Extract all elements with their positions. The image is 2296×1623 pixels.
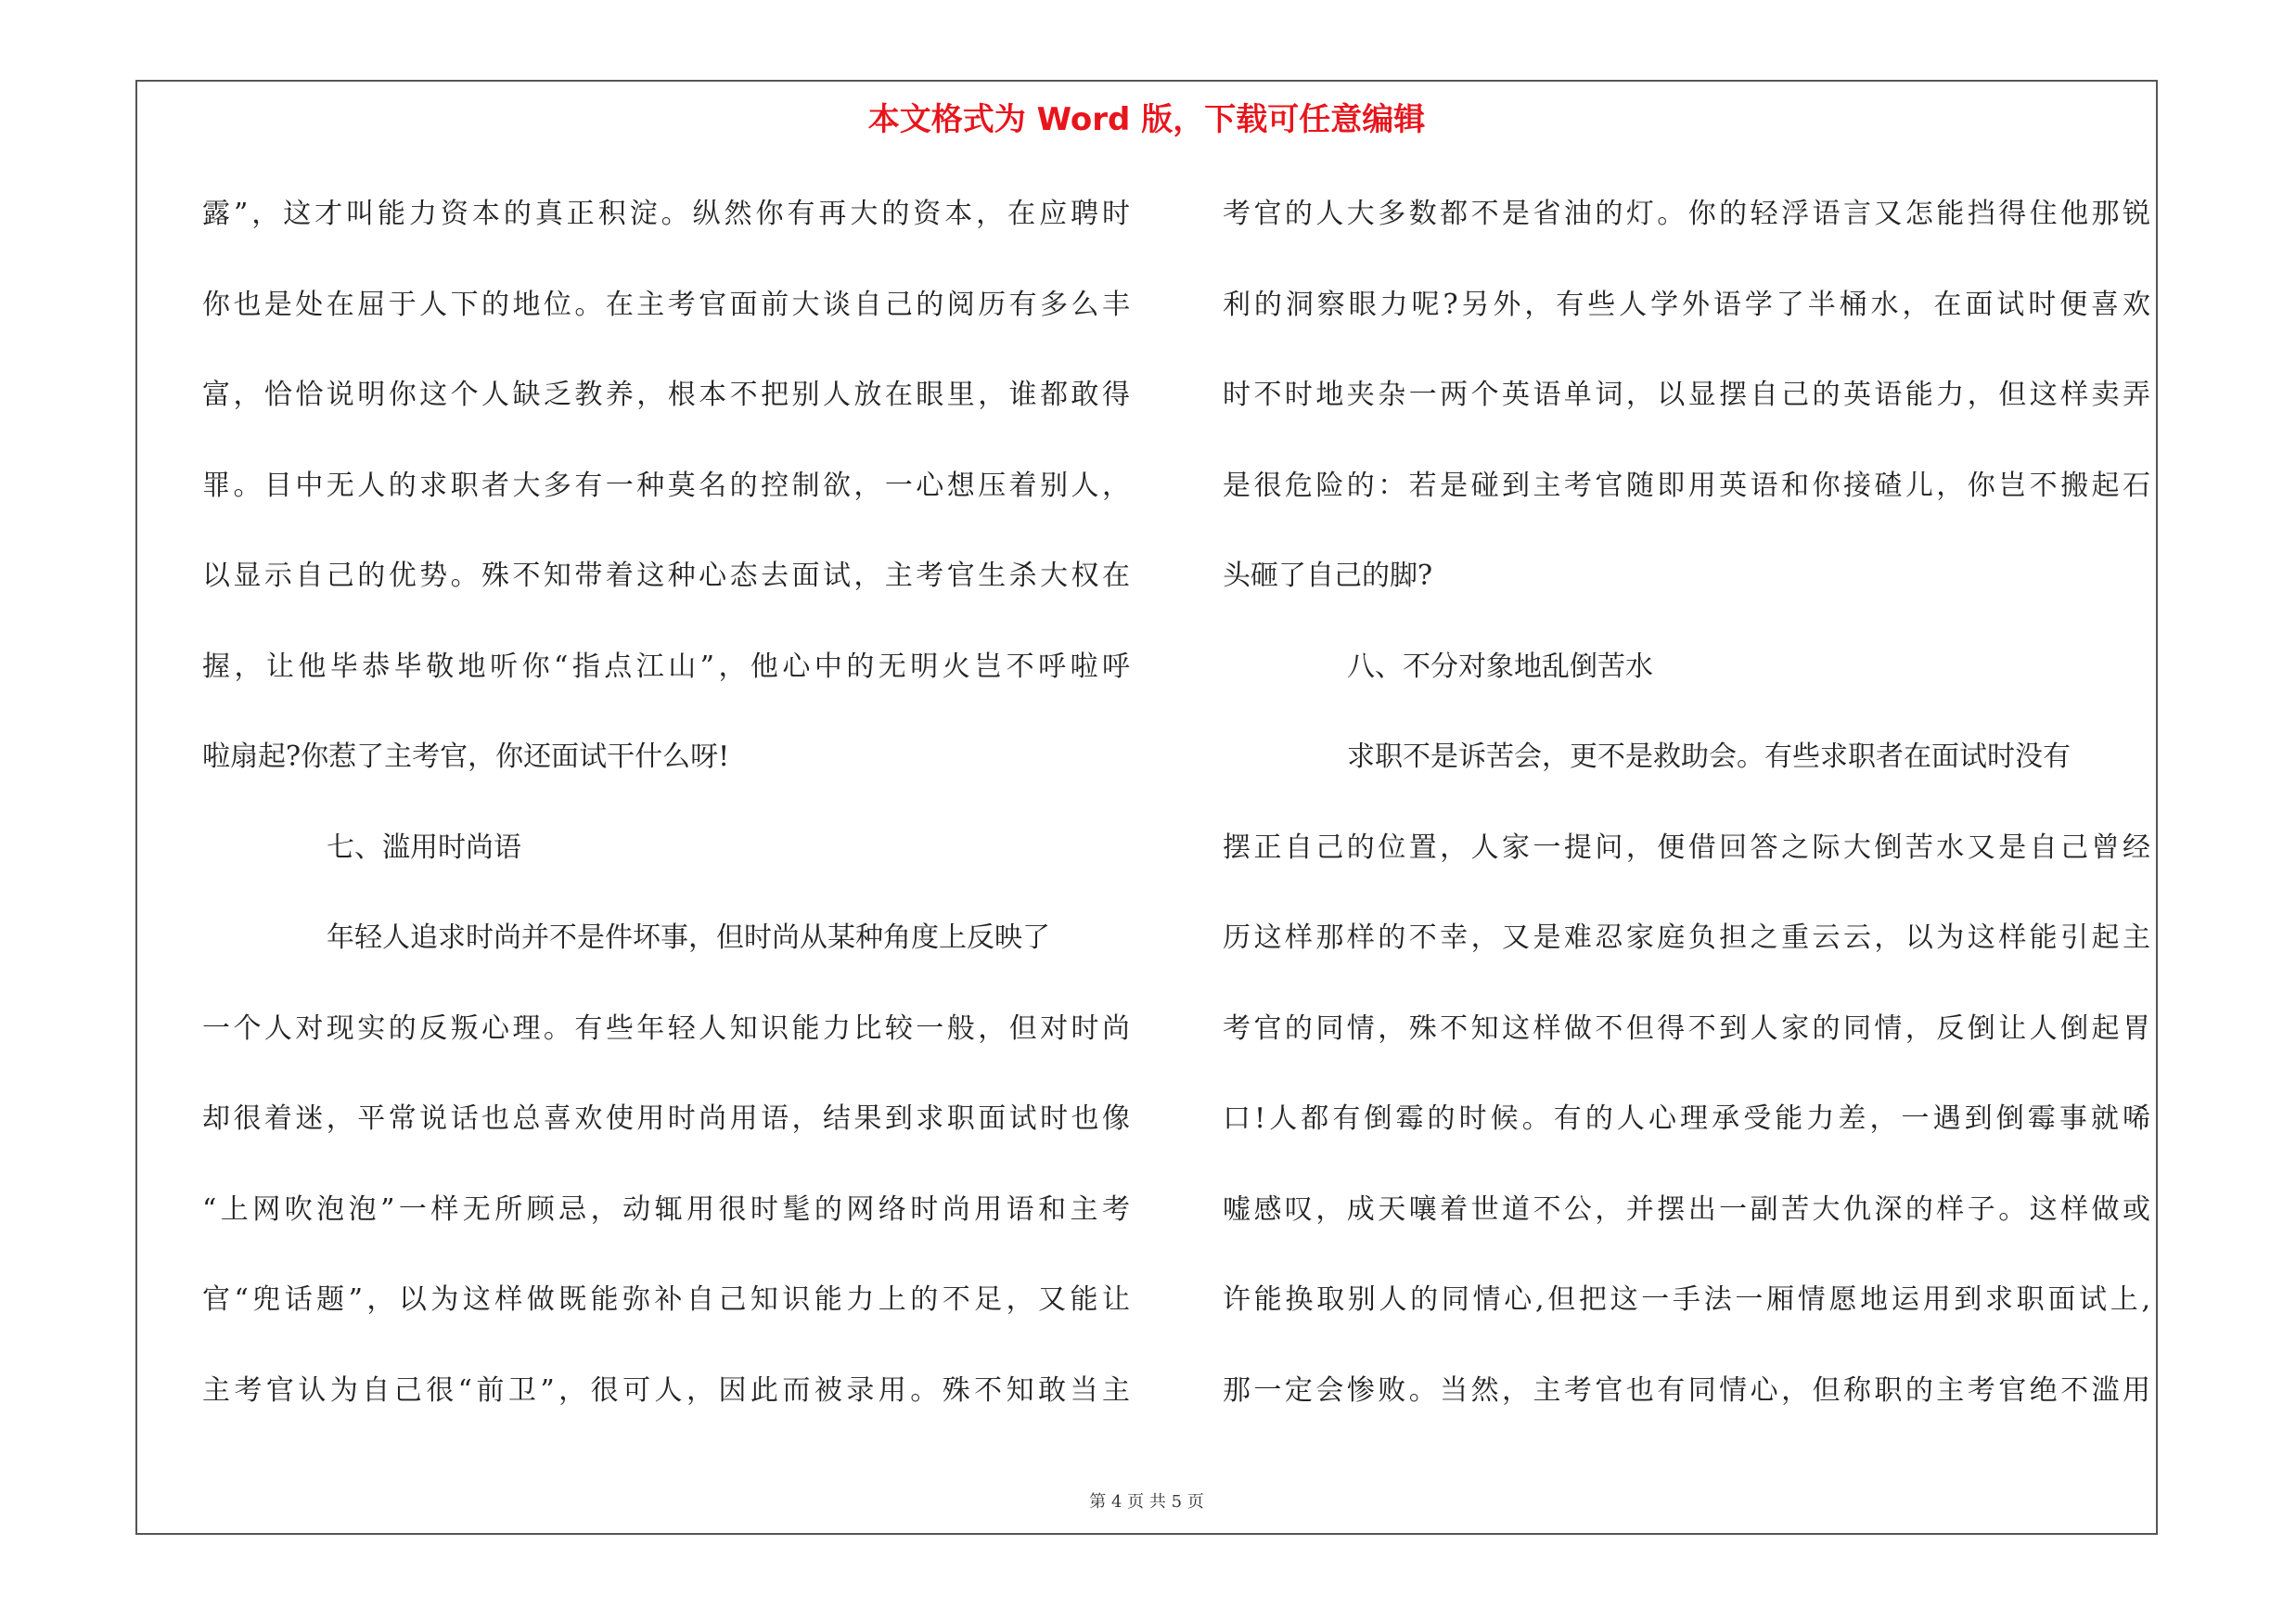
text-line: 罪。目中无人的求职者大多有一种莫名的控制欲，一心想压着别人， bbox=[202, 469, 1130, 502]
text-line: 考官的人大多数都不是省油的灯。你的轻浮语言又怎能挡得住他那锐 bbox=[1223, 198, 2150, 230]
text-line: 你也是处在屈于人下的地位。在主考官面前大谈自己的阅历有多么丰 bbox=[202, 288, 1130, 321]
text-line: 考官的同情，殊不知这样做不但得不到人家的同情，反倒让人倒起胃 bbox=[1223, 1011, 2150, 1045]
text-line: “上网吹泡泡”一样无所顾忌，动辄用很时髦的网络时尚用语和主考 bbox=[202, 1192, 1130, 1226]
paragraph-first-line: 求职不是诉苦会，更不是救助会。有些求职者在面试时没有 bbox=[1347, 741, 2071, 773]
header-banner: 本文格式为 Word 版，下载可任意编辑 bbox=[867, 101, 1426, 138]
text-line: 露”，这才叫能力资本的真正积淀。纵然你有再大的资本，在应聘时 bbox=[202, 198, 1130, 230]
text-line: 主考官认为自己很“前卫”，很可人，因此而被录用。殊不知敢当主 bbox=[202, 1373, 1130, 1407]
section-heading: 七、滥用时尚语 bbox=[327, 831, 521, 864]
text-line: 是很危险的：若是碰到主考官随即用英语和你接碴儿，你岂不搬起石 bbox=[1223, 469, 2150, 502]
section-heading: 八、不分对象地乱倒苦水 bbox=[1347, 650, 1653, 683]
text-line: 以显示自己的优势。殊不知带着这种心态去面试，主考官生杀大权在 bbox=[202, 560, 1130, 592]
page-number-footer: 第 4 页 共 5 页 bbox=[1089, 1492, 1204, 1512]
text-line: 利的洞察眼力呢?另外，有些人学外语学了半桶水，在面试时便喜欢 bbox=[1223, 288, 2150, 321]
left-column bbox=[202, 182, 1130, 1449]
text-line: 啦扇起?你惹了主考官，你还面试干什么呀! bbox=[202, 741, 730, 773]
text-line: 许能换取别人的同情心,但把这一手法一厢情愿地运用到求职面试上, bbox=[1223, 1283, 2150, 1316]
text-line: 握，让他毕恭毕敬地听你“指点江山”，他心中的无明火岂不呼啦呼 bbox=[202, 650, 1130, 683]
text-line: 一个人对现实的反叛心理。有些年轻人知识能力比较一般，但对时尚 bbox=[202, 1011, 1130, 1045]
text-line: 富，恰恰说明你这个人缺乏教养，根本不把别人放在眼里，谁都敢得 bbox=[202, 379, 1130, 411]
text-line: 摆正自己的位置，人家一提问，便借回答之际大倒苦水又是自己曾经 bbox=[1223, 831, 2150, 864]
text-line: 那一定会惨败。当然，主考官也有同情心，但称职的主考官绝不滥用 bbox=[1223, 1373, 2150, 1407]
text-line: 历这样那样的不幸，又是难忍家庭负担之重云云，以为这样能引起主 bbox=[1223, 921, 2150, 954]
text-line: 时不时地夹杂一两个英语单词，以显摆自己的英语能力，但这样卖弄 bbox=[1223, 379, 2150, 411]
paragraph-first-line: 年轻人追求时尚并不是件坏事，但时尚从某种角度上反映了 bbox=[327, 921, 1050, 954]
text-line: 头砸了自己的脚? bbox=[1223, 560, 1433, 592]
document-page bbox=[135, 80, 2158, 1535]
text-line: 嘘感叹，成天嚷着世道不公，并摆出一副苦大仇深的样子。这样做或 bbox=[1223, 1192, 2150, 1226]
right-column bbox=[1223, 182, 2150, 1449]
text-line: 却很着迷，平常说话也总喜欢使用时尚用语，结果到求职面试时也像 bbox=[202, 1102, 1130, 1135]
text-line: 口!人都有倒霉的时候。有的人心理承受能力差，一遇到倒霉事就唏 bbox=[1223, 1102, 2150, 1135]
text-line: 官“兜话题”，以为这样做既能弥补自己知识能力上的不足，又能让 bbox=[202, 1283, 1130, 1316]
